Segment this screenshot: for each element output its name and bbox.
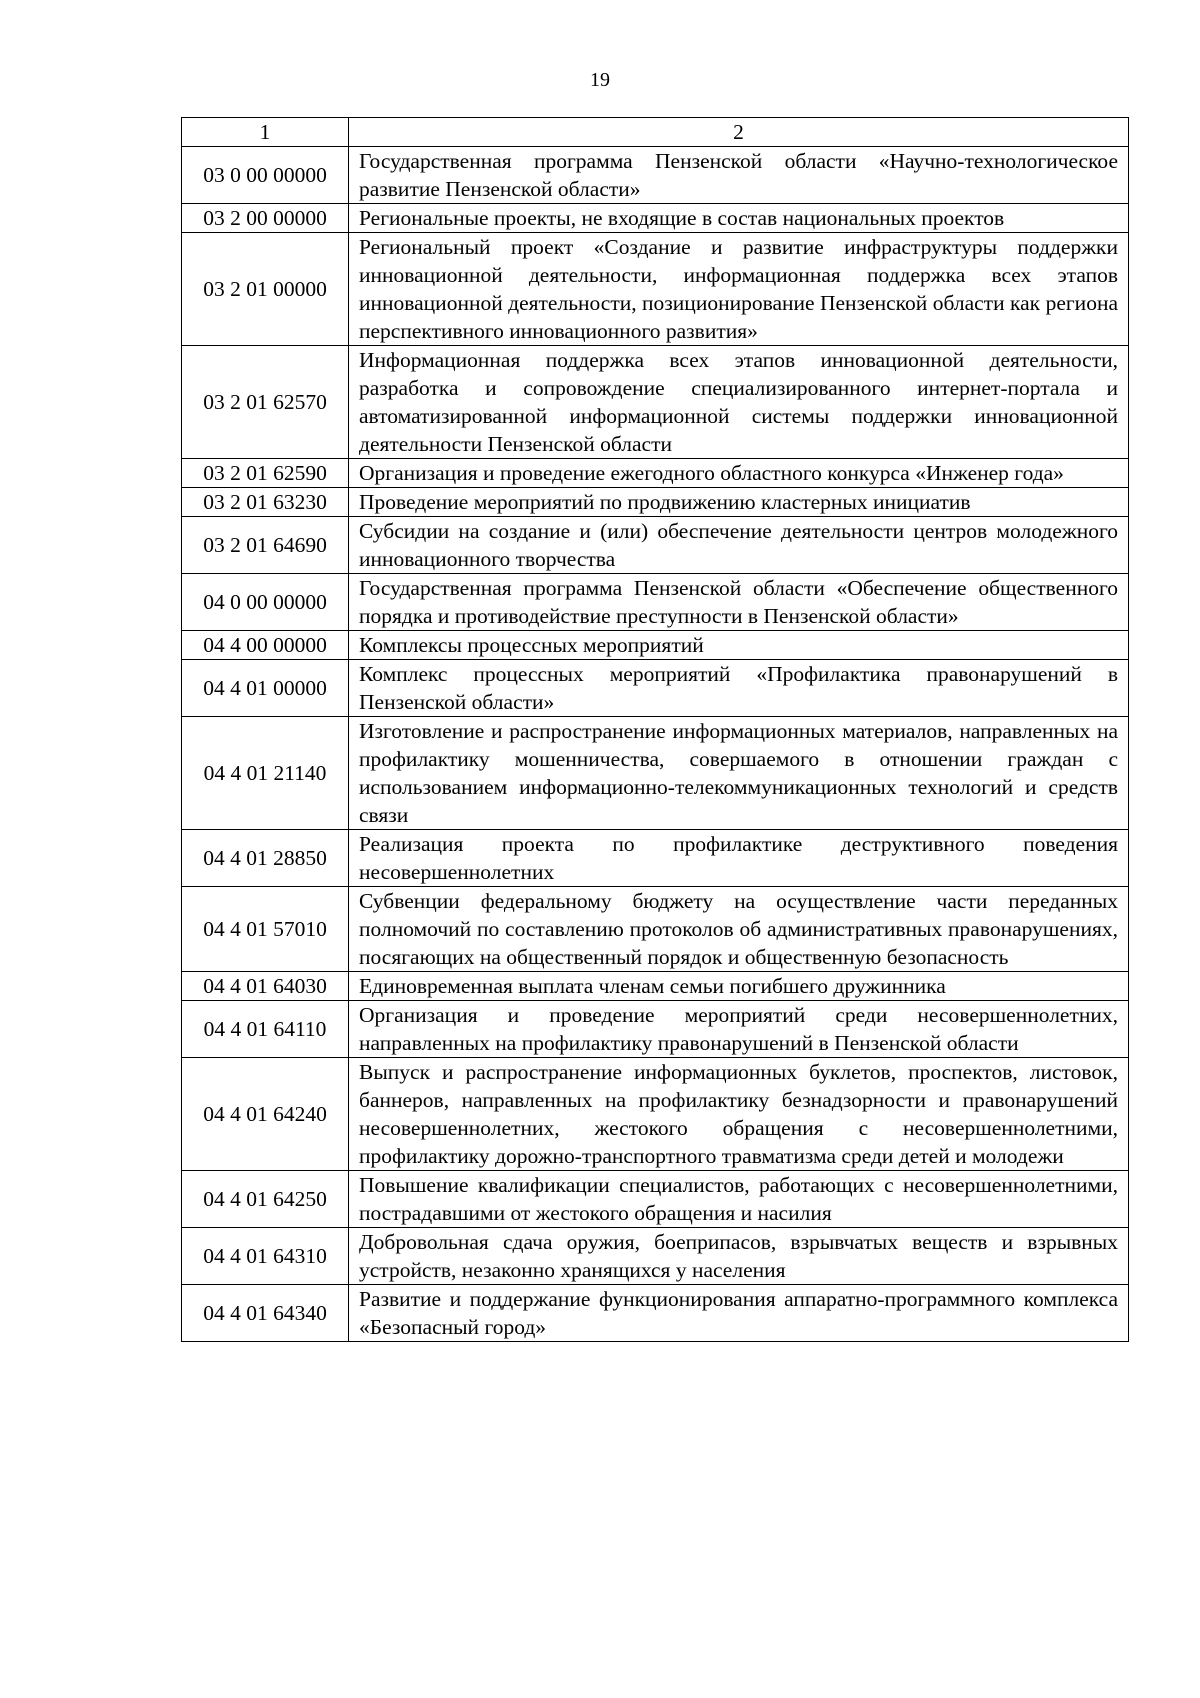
classification-code: 04 4 01 64030: [182, 972, 349, 1001]
column-2-header: 2: [349, 118, 1129, 147]
item-description: Комплекс процессных мероприятий «Профилактика правонарушений в Пензенской области»: [349, 660, 1129, 717]
table-row: [182, 1058, 1129, 1171]
column-1-header: 1: [182, 118, 349, 147]
classification-code: 04 4 01 28850: [182, 830, 349, 887]
item-description: Выпуск и распространение информационных буклетов, проспектов, листовок, баннеров, направленных на профилактику безнадзорности и правонарушений несовершеннолетних, жестокого обращения с несовершеннолетними, профилактику дорожно-транспортного травматизма среди детей и молодежи: [349, 1058, 1129, 1171]
table-row: [182, 147, 1129, 204]
item-description: Субвенции федеральному бюджету на осуществление части переданных полномочий по составлению протоколов об административных правонарушениях, посягающих на общественный порядок и общественную безопасность: [349, 887, 1129, 972]
table-row: [182, 233, 1129, 346]
classification-code: 03 2 01 63230: [182, 488, 349, 517]
classification-code: 04 4 01 64310: [182, 1228, 349, 1285]
table-row: [182, 488, 1129, 517]
table-row: [182, 972, 1129, 1001]
classification-code: 04 4 01 64110: [182, 1001, 349, 1058]
classification-code: 03 2 01 00000: [182, 233, 349, 346]
item-description: Государственная программа Пензенской области «Научно-технологическое развитие Пензенской области»: [349, 147, 1129, 204]
item-description: Организация и проведение ежегодного областного конкурса «Инженер года»: [349, 459, 1129, 488]
item-description: Информационная поддержка всех этапов инновационной деятельности, разработка и сопровождение специализированного интернет-портала и автоматизированной информационной системы поддержки инновационной деятельности Пензенской области: [349, 346, 1129, 459]
table-row: [182, 1171, 1129, 1228]
classification-code: 04 4 01 21140: [182, 717, 349, 830]
item-description: Организация и проведение мероприятий среди несовершеннолетних, направленных на профилактику правонарушений в Пензенской области: [349, 1001, 1129, 1058]
table-row: [182, 574, 1129, 631]
classification-code: 04 4 01 00000: [182, 660, 349, 717]
classification-code: 04 0 00 00000: [182, 574, 349, 631]
table-row: [182, 346, 1129, 459]
item-description: Проведение мероприятий по продвижению кластерных инициатив: [349, 488, 1129, 517]
classification-code: 04 4 01 64250: [182, 1171, 349, 1228]
classification-code: 03 2 01 62570: [182, 346, 349, 459]
item-description: Региональные проекты, не входящие в состав национальных проектов: [349, 204, 1129, 233]
budget-code-table: [181, 117, 1129, 1342]
item-description: Изготовление и распространение информационных материалов, направленных на профилактику мошенничества, совершаемого в отношении граждан с использованием информационно-телекоммуникационных технологий и средств связи: [349, 717, 1129, 830]
classification-code: 04 4 01 57010: [182, 887, 349, 972]
item-description: Добровольная сдача оружия, боеприпасов, взрывчатых веществ и взрывных устройств, незаконно хранящихся у населения: [349, 1228, 1129, 1285]
table-row: [182, 830, 1129, 887]
item-description: Развитие и поддержание функционирования аппаратно-программного комплекса «Безопасный город»: [349, 1285, 1129, 1342]
table-row: [182, 1285, 1129, 1342]
classification-code: 03 2 01 62590: [182, 459, 349, 488]
classification-code: 03 2 01 64690: [182, 517, 349, 574]
item-description: Единовременная выплата членам семьи погибшего дружинника: [349, 972, 1129, 1001]
table-row: [182, 1228, 1129, 1285]
item-description: Комплексы процессных мероприятий: [349, 631, 1129, 660]
classification-code: 03 2 00 00000: [182, 204, 349, 233]
table-row: [182, 517, 1129, 574]
classification-code: 04 4 00 00000: [182, 631, 349, 660]
item-description: Повышение квалификации специалистов, работающих с несовершеннолетними, пострадавшими от жестокого обращения и насилия: [349, 1171, 1129, 1228]
table-row: [182, 459, 1129, 488]
classification-code: 04 4 01 64340: [182, 1285, 349, 1342]
page-number: 19: [590, 69, 610, 91]
item-description: Государственная программа Пензенской области «Обеспечение общественного порядка и противодействие преступности в Пензенской области»: [349, 574, 1129, 631]
table-row: [182, 887, 1129, 972]
table-row: [182, 660, 1129, 717]
table-row: [182, 717, 1129, 830]
item-description: Реализация проекта по профилактике деструктивного поведения несовершеннолетних: [349, 830, 1129, 887]
table-row: [182, 1001, 1129, 1058]
item-description: Субсидии на создание и (или) обеспечение деятельности центров молодежного инновационного творчества: [349, 517, 1129, 574]
table-header-row: [182, 118, 1129, 147]
item-description: Региональный проект «Создание и развитие инфраструктуры поддержки инновационной деятельности, информационная поддержка всех этапов инновационной деятельности, позиционирование Пензенской области как региона перспективного инновационного развития»: [349, 233, 1129, 346]
classification-code: 04 4 01 64240: [182, 1058, 349, 1171]
classification-code: 03 0 00 00000: [182, 147, 349, 204]
table-row: [182, 204, 1129, 233]
table-row: [182, 631, 1129, 660]
